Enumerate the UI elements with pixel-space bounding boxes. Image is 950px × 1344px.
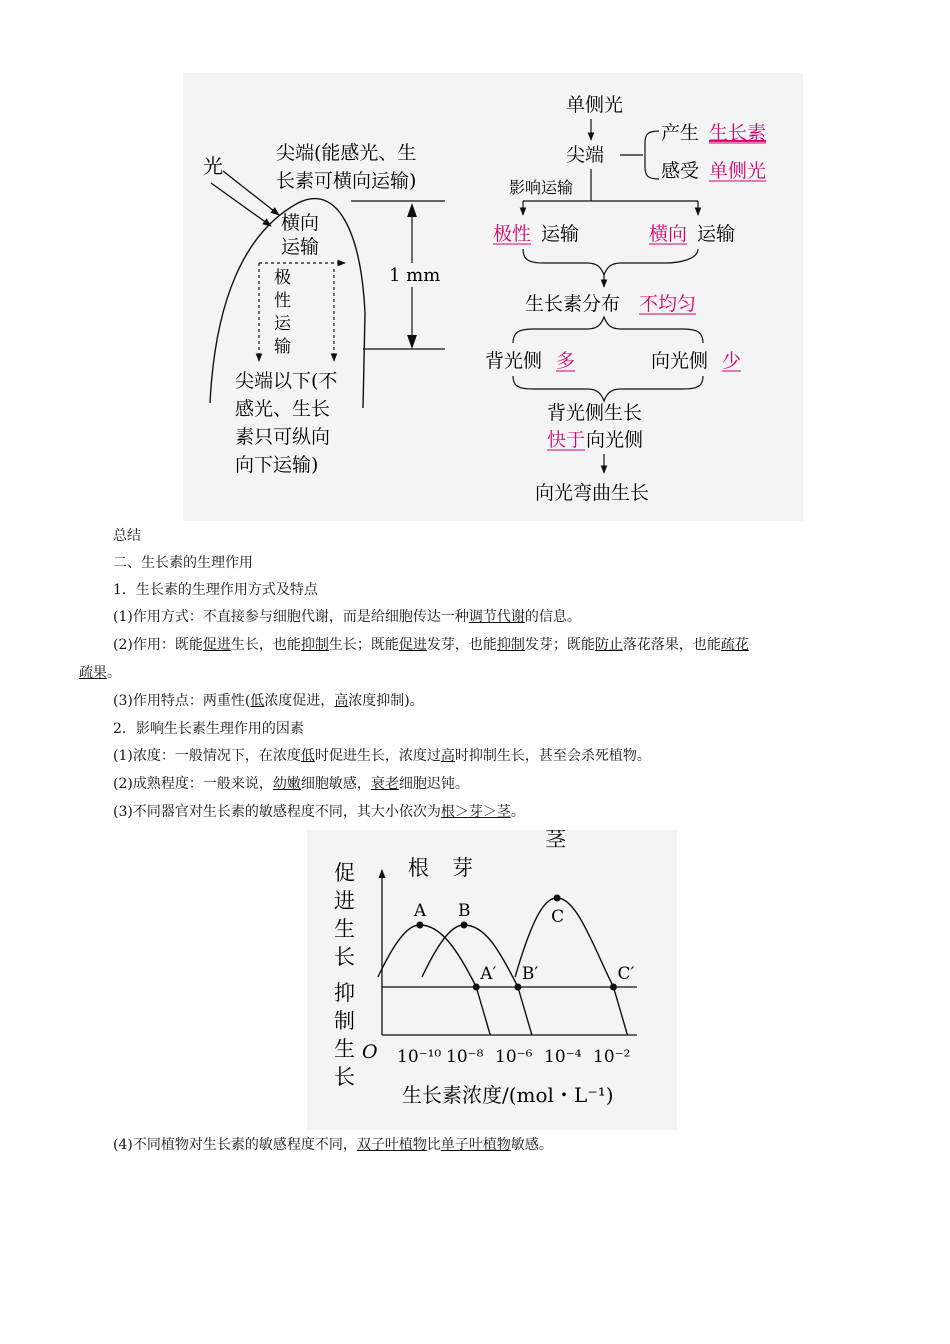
curve-2 <box>422 925 532 1035</box>
distribution-label: 生长素分布 <box>525 293 621 315</box>
light-arrow-2 <box>211 183 271 226</box>
below-label-3: 素只可纵向 <box>235 426 331 448</box>
factor-1: (1)浓度：一般情况下，在浓度低时促进生长，浓度过高时抑制生长，甚至会杀死植物。 <box>113 748 651 764</box>
factor-4: (4)不同植物对生长素的敏感程度不同，双子叶植物比单子叶植物敏感。 <box>113 1137 553 1153</box>
summary-heading: 总结 <box>113 528 141 544</box>
x-tick-labels <box>397 1047 630 1067</box>
merge-brace-1 <box>523 249 698 275</box>
zero-label: A′ <box>480 964 497 984</box>
x-axis-label: 生长素浓度/(mol・L⁻¹) <box>402 1083 614 1107</box>
paragraph-2-line-2: 疏果。 <box>79 665 121 681</box>
polar-char-3: 运 <box>274 314 291 334</box>
peak-point <box>461 922 468 929</box>
sense-answer: 单侧光 <box>709 160 767 182</box>
light-arrow-1 <box>223 171 279 215</box>
produce-answer: 生长素 <box>709 122 767 144</box>
peak-point <box>554 895 561 902</box>
chart-curves <box>378 830 635 1035</box>
y-label-char: 长 <box>334 945 355 969</box>
light-label: 光 <box>203 154 223 178</box>
zero-label: C′ <box>617 964 635 984</box>
peak-label: B <box>458 901 471 921</box>
polar-transport: 运输 <box>541 223 580 245</box>
factor-3: (3)不同器官对生长素的敏感程度不同，其大小依次为根＞芽＞茎。 <box>113 804 525 820</box>
y-label-char: 抑 <box>334 981 355 1005</box>
polar-char-1: 极 <box>274 268 291 288</box>
sense-label: 感受 <box>661 160 700 182</box>
paragraph-1: (1)作用方式：不直接参与细胞代谢，而是给细胞传达一种调节代谢的信息。 <box>113 609 581 625</box>
series-name: 茎 <box>545 830 567 851</box>
y-axis-label-inhibit <box>334 981 355 1089</box>
item-2-heading: 2．影响生长素生理作用的因素 <box>113 721 304 737</box>
tip-label-2: 长素可横向运输) <box>276 170 417 192</box>
peak-point <box>416 922 423 929</box>
factor-2: (2)成熟程度：一般来说，幼嫩细胞敏感，衰老细胞迟钝。 <box>113 776 469 792</box>
polar-char-4: 输 <box>274 337 291 357</box>
affect-label: 影响运输 <box>509 178 574 197</box>
scale-label: 1 mm <box>389 265 441 286</box>
below-label-4: 向下运输) <box>235 454 319 476</box>
growth-line-1: 背光侧生长 <box>547 402 643 424</box>
zero-point <box>610 984 617 991</box>
series-name: 芽 <box>452 856 473 880</box>
curve-1 <box>378 925 490 1035</box>
produce-label: 产生 <box>661 122 700 144</box>
back-side-answer: 多 <box>556 350 576 372</box>
zero-label: B′ <box>521 964 539 984</box>
growth-line-2: 向光侧 <box>586 429 644 451</box>
y-axis-label-promote <box>334 861 355 969</box>
polar-answer: 极性 <box>493 223 532 245</box>
zero-point <box>514 984 521 991</box>
unilateral-light: 单侧光 <box>566 94 624 116</box>
series-name: 根 <box>407 856 429 880</box>
tip-label-1: 尖端(能感光、生 <box>276 142 417 164</box>
zero-point <box>473 984 480 991</box>
bend-label: 向光弯曲生长 <box>535 482 650 504</box>
item-1-heading: 1．生长素的生理作用方式及特点 <box>113 582 318 598</box>
faster-answer: 快于 <box>547 429 586 451</box>
peak-label: C <box>551 907 565 927</box>
x-tick-label: 10⁻⁴ <box>544 1047 582 1067</box>
section-2-heading: 二、生长素的生理作用 <box>113 555 253 571</box>
distribution-answer: 不均匀 <box>639 293 697 315</box>
transverse-transport: 运输 <box>697 223 736 245</box>
merge-brace-3 <box>513 376 703 401</box>
auxin-chart-svg <box>307 830 677 1130</box>
y-label-char: 生 <box>334 917 355 941</box>
y-label-char: 促 <box>334 861 355 885</box>
transverse-answer: 横向 <box>649 223 688 245</box>
auxin-chart-figure <box>307 830 677 1130</box>
transverse-label-2: 运输 <box>281 236 320 258</box>
split-brace-2 <box>513 317 703 343</box>
back-side-label: 背光侧 <box>485 350 543 372</box>
phototropism-svg <box>183 73 803 521</box>
tip-brace <box>645 131 659 179</box>
paragraph-2-line-1: (2)作用：既能促进生长，也能抑制生长；既能促进发芽，也能抑制发芽；既能防止落花落果，也能疏花 <box>113 637 749 653</box>
x-tick-label: 10⁻⁶ <box>495 1047 533 1067</box>
transverse-label-1: 横向 <box>281 212 320 234</box>
y-label-char: 进 <box>334 889 355 913</box>
y-label-char: 长 <box>334 1065 355 1089</box>
light-side-label: 向光侧 <box>651 350 709 372</box>
y-label-char: 生 <box>334 1037 355 1061</box>
scale-arrow-bottom <box>407 335 417 349</box>
scale-arrow-top <box>407 203 417 217</box>
below-label-1: 尖端以下(不 <box>235 370 338 392</box>
x-tick-label: 10⁻² <box>593 1047 631 1067</box>
tip-node: 尖端 <box>566 144 605 166</box>
paragraph-3: (3)作用特点：两重性(低浓度促进，高浓度抑制)。 <box>113 693 424 709</box>
origin-label: O <box>362 1041 378 1063</box>
x-tick-label: 10⁻¹⁰ <box>397 1047 442 1067</box>
polar-char-2: 性 <box>274 291 291 311</box>
light-side-answer: 少 <box>722 350 742 372</box>
below-label-2: 感光、生长 <box>235 398 331 420</box>
peak-label: A <box>413 901 427 921</box>
x-tick-label: 10⁻⁸ <box>446 1047 484 1067</box>
phototropism-figure <box>183 73 803 521</box>
y-label-char: 制 <box>334 1009 355 1033</box>
